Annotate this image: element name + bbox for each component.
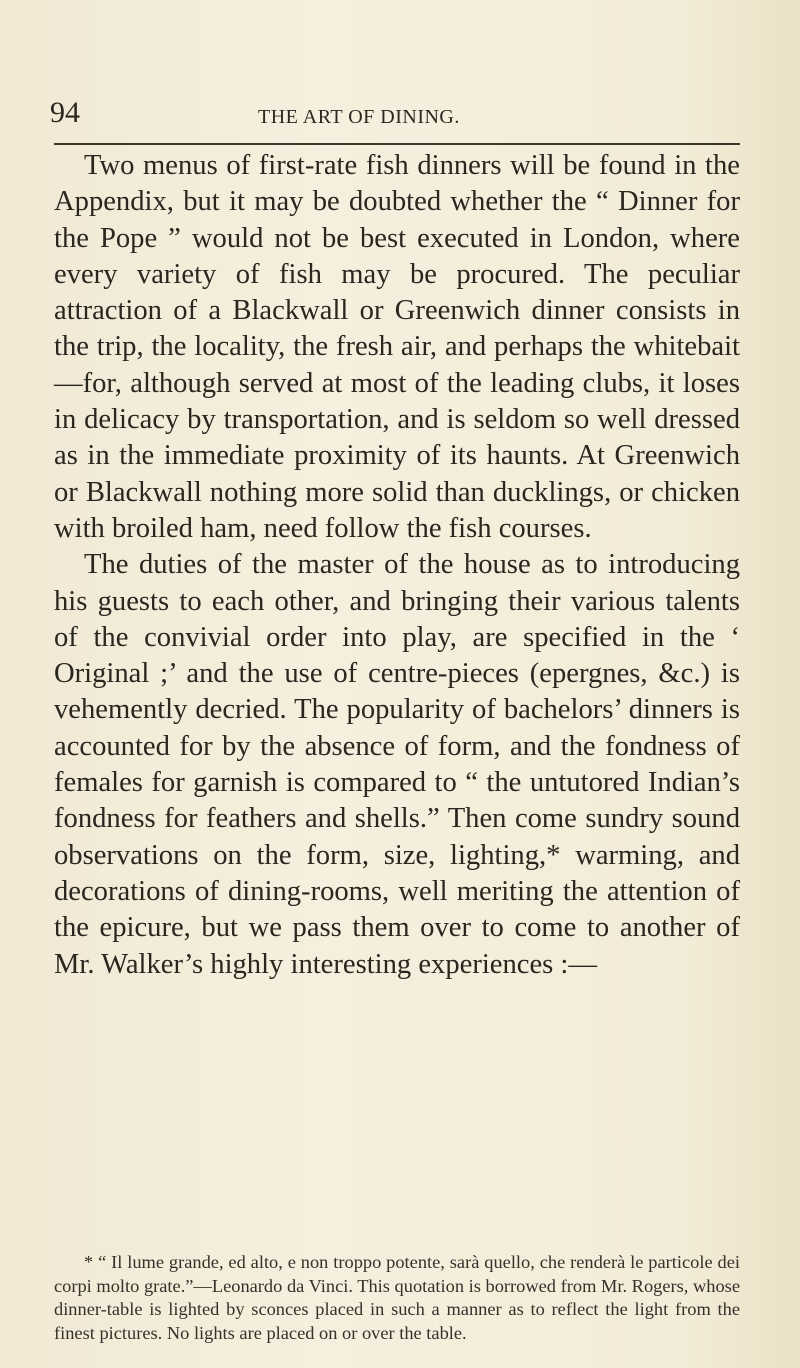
- footnote: * “ Il lume grande, ed alto, e non troppo potente, sarà quello, che renderà le particole dei corpi molto grate.”—Leonardo da Vinci. This quotation is borrowed from Mr. Rogers, whose dinner-table is lighted by sconces placed in such a manner as to reflect the light from the finest pictures. No lights are placed on or over the table.: [54, 1252, 740, 1343]
- page-number: 94: [50, 96, 80, 129]
- running-head: THE ART OF DINING.: [258, 106, 460, 128]
- page-header: [50, 98, 740, 138]
- paragraph-1: Two menus of first-rate fish dinners will be found in the Appendix, but it may be doubted whether the “ Dinner for the Pope ” would not be best executed in London, where every variety of fish may be procured. The peculiar attraction of a Blackwall or Greenwich dinner consists in the trip, the locality, the fresh air, and perhaps the whitebait —for, although served at most of the leading clubs, it loses in delicacy by transportation, and is seldom so well dressed as in the immediate proximity of its haunts. At Greenwich or Blackwall nothing more solid than ducklings, or chicken with broiled ham, need follow the fish courses.: [54, 150, 740, 544]
- body-text: [54, 148, 740, 983]
- paragraph-2: The duties of the master of the house as to introducing his guests to each other, and bringing their various talents of the convivial order into play, are specified in the ‘ Original ;’ and the use of centre-pieces (epergnes, &c.) is vehemently decried. The popularity of bachelors’ dinners is accounted for by the absence of form, and the fondness of females for garnish is compared to “ the untutored Indian’s fondness for feathers and shells.” Then come sundry sound observations on the form, size, lighting,* warming, and decorations of dining-rooms, well meriting the attention of the epicure, but we pass them over to come to another of Mr. Walker’s highly interesting experiences :—: [54, 549, 740, 980]
- header-rule: [54, 143, 740, 145]
